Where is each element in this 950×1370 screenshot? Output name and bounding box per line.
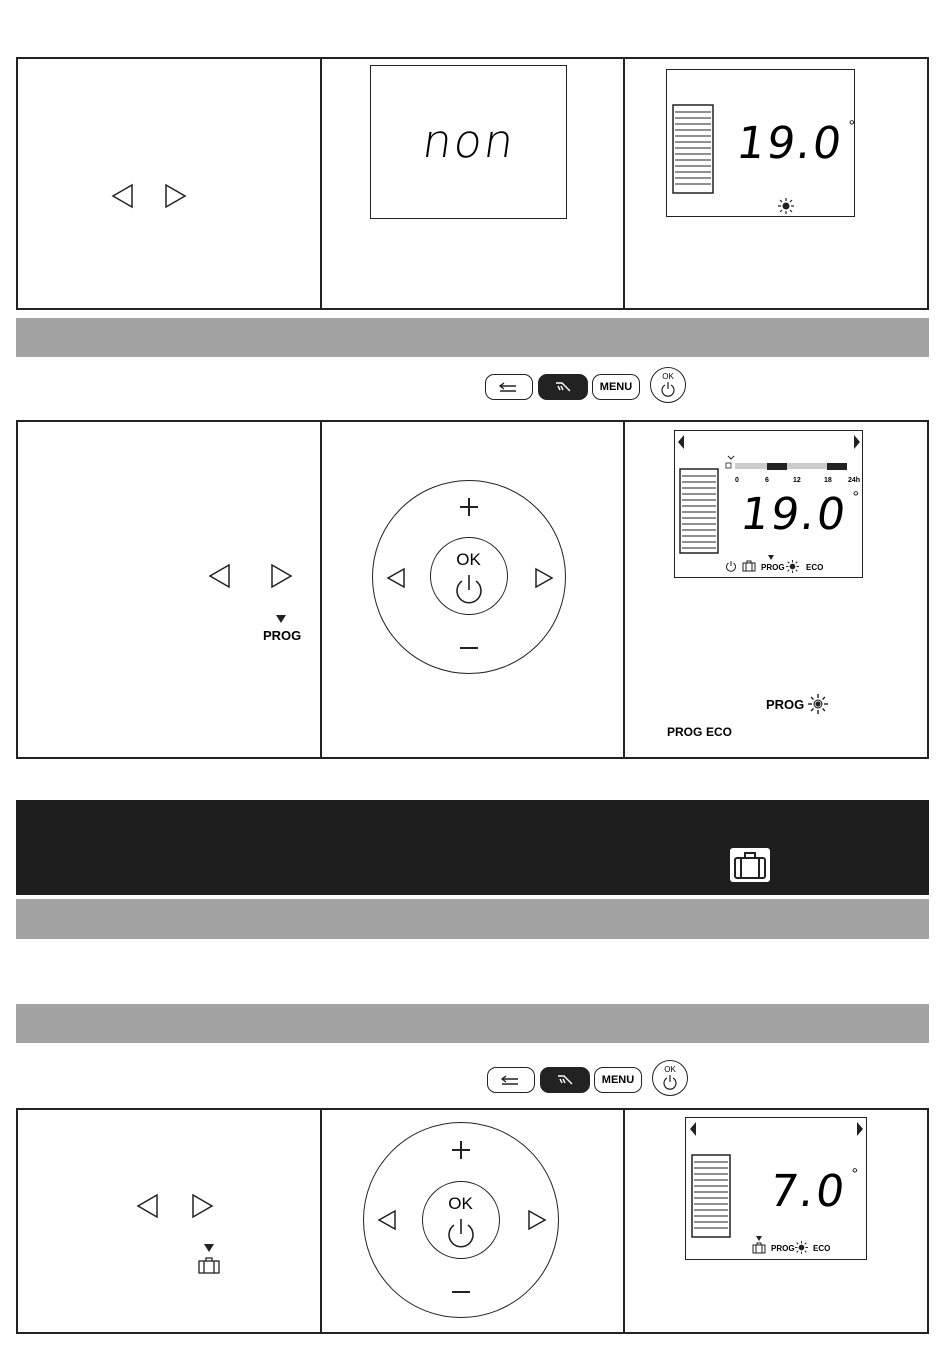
suitcase-icon-box <box>730 848 770 882</box>
hour-scale <box>735 477 861 487</box>
towel-rail-icon <box>679 468 719 554</box>
mid-left-cell <box>16 420 322 759</box>
shower-icon <box>554 1074 576 1086</box>
lcd-frost-display <box>685 1117 867 1260</box>
left-arrow-icon <box>110 183 136 209</box>
note-prog-label-2: PROG <box>667 725 703 739</box>
degree-symbol: ° <box>852 489 859 506</box>
ok-center-button[interactable] <box>430 537 508 615</box>
dial-ok-label: OK <box>448 1194 473 1213</box>
note-eco-label: ECO <box>706 725 733 739</box>
menu-button[interactable] <box>592 374 640 400</box>
plus-icon[interactable] <box>458 496 480 518</box>
shower-button[interactable] <box>540 1067 590 1093</box>
suitcase-icon <box>198 1256 220 1274</box>
section-header-bar <box>16 318 929 357</box>
note-prog-label: PROG <box>766 697 805 712</box>
ok-label: OK <box>664 1065 676 1074</box>
scroll-right-icon <box>854 435 860 449</box>
section-title-banner <box>16 800 929 895</box>
power-icon <box>663 1074 677 1090</box>
hour-label: 18 <box>824 477 832 484</box>
hour-label: 24h <box>848 477 861 484</box>
lcd-program-display <box>674 430 863 578</box>
right-arrow-icon <box>189 1193 215 1219</box>
ok-center-button[interactable] <box>422 1181 500 1259</box>
lcd-temperature-display <box>666 69 855 217</box>
right-arrow-icon[interactable] <box>526 1209 548 1231</box>
menu-button[interactable] <box>594 1067 642 1093</box>
power-icon <box>725 560 737 573</box>
sun-icon <box>786 560 799 573</box>
degree-symbol: ° <box>851 1166 858 1183</box>
subsection-bar-1 <box>16 899 929 939</box>
left-arrow-icon[interactable] <box>385 567 407 589</box>
left-arrow-icon[interactable] <box>376 1209 398 1231</box>
status-eco: ECO <box>806 563 824 572</box>
left-arrow-icon <box>207 563 233 589</box>
prog-label: PROG <box>263 628 302 643</box>
minus-icon[interactable] <box>458 637 480 659</box>
program-timeline <box>725 453 857 479</box>
power-icon <box>453 572 485 606</box>
back-icon <box>498 381 520 393</box>
towel-rail-icon <box>671 104 715 194</box>
lcd-temp-value: 19.0 <box>733 118 847 169</box>
suitcase-icon <box>742 560 756 572</box>
left-arrow-icon <box>135 1193 161 1219</box>
plus-icon[interactable] <box>450 1139 472 1161</box>
menu-label: MENU <box>599 381 633 393</box>
subsection-bar-2 <box>16 1004 929 1043</box>
scroll-left-icon <box>690 1122 696 1136</box>
lcd-temp-value: 7.0 <box>766 1166 850 1217</box>
shower-button[interactable] <box>538 374 588 400</box>
towel-rail-icon <box>691 1154 731 1238</box>
dial-ok-label: OK <box>456 550 481 569</box>
control-dial <box>372 480 566 674</box>
control-dial <box>363 1122 559 1318</box>
right-arrow-icon <box>162 183 188 209</box>
right-arrow-icon <box>268 563 294 589</box>
lcd-non-display <box>370 65 567 219</box>
status-prog: PROG <box>761 563 785 572</box>
scroll-left-icon <box>678 435 684 449</box>
ok-power-button[interactable] <box>652 1060 688 1096</box>
scroll-right-icon <box>857 1122 863 1136</box>
power-icon <box>445 1216 477 1250</box>
back-button[interactable] <box>485 374 533 400</box>
suitcase-icon <box>752 1242 766 1254</box>
degree-symbol: ° <box>848 118 855 135</box>
power-icon <box>661 381 675 397</box>
hour-label: 0 <box>735 477 739 484</box>
menu-label: MENU <box>601 1074 635 1086</box>
indicator-triangle-icon <box>276 615 286 623</box>
minus-icon[interactable] <box>450 1281 472 1303</box>
ok-power-button[interactable] <box>650 367 686 403</box>
sun-icon <box>778 198 794 214</box>
back-button[interactable] <box>487 1067 535 1093</box>
status-prog: PROG <box>771 1244 795 1253</box>
indicator-triangle-icon <box>756 1236 762 1241</box>
right-arrow-icon[interactable] <box>533 567 555 589</box>
suitcase-icon <box>733 850 767 880</box>
sun-active-icon <box>808 694 828 714</box>
sun-icon <box>795 1241 808 1254</box>
lcd-text: non <box>419 114 520 168</box>
hour-label: 12 <box>793 477 801 484</box>
indicator-triangle-icon <box>768 555 774 560</box>
status-eco: ECO <box>813 1244 831 1253</box>
back-icon <box>500 1074 522 1086</box>
indicator-triangle-icon <box>204 1244 214 1252</box>
ok-label: OK <box>662 372 674 381</box>
hour-label: 6 <box>765 477 769 484</box>
lcd-temp-value: 19.0 <box>737 489 851 540</box>
shower-icon <box>552 381 574 393</box>
bottom-left-cell <box>16 1108 322 1334</box>
